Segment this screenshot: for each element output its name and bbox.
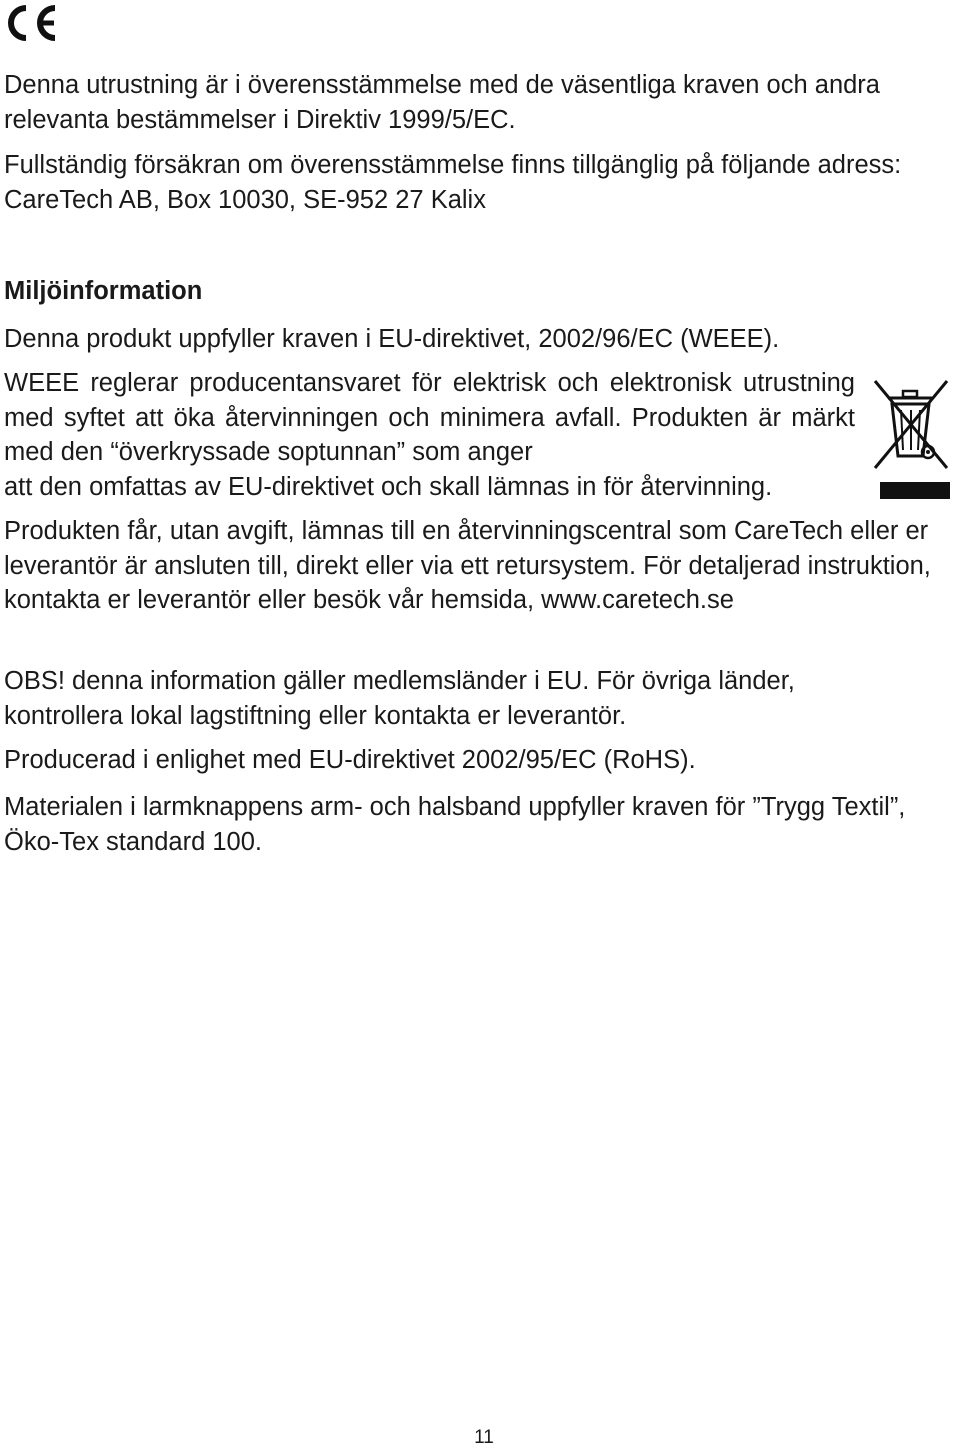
conformity-statement: Denna utrustning är i överensstämmelse med de väsentliga kraven och andra relevanta bestämmelser i Direktiv 1999/5/EC. [4,71,880,134]
page-number: 11 [474,1427,494,1448]
weee-explanation-last-line: att den omfattas av EU-direktivet och skall lämnas in för återvinning. [4,472,773,501]
environment-heading: Miljöinformation [4,277,203,305]
ce-mark-icon [4,2,60,44]
return-instructions: Produkten får, utan avgift, lämnas till en återvinningscentral som CareTech eller er leverantör är ansluten till, direkt eller via ett retursystem. För detaljerad instruktion, kontakta er leverantör eller besök vår hemsida, www.caretech.se [4,517,931,614]
crossed-out-wheelie-bin-icon [870,378,952,502]
declaration-address: Fullständig försäkran om överensstämmelse finns tillgänglig på följande adress: CareTech AB, Box 10030, SE-952 27 Kalix [4,151,902,214]
rohs-statement: Producerad i enlighet med EU-direktivet 2002/95/EC (RoHS). [4,746,696,774]
weee-explanation [4,366,855,504]
weee-directive-text: Denna produkt uppfyller kraven i EU-direktivet, 2002/96/EC (WEEE). [4,325,780,353]
obs-notice: OBS! denna information gäller medlemsländer i EU. För övriga länder, kontrollera lokal lagstiftning eller kontakta er leverantör. [4,667,795,730]
weee-explanation-main: WEEE reglerar producentansvaret för elektrisk och elektronisk utrustning med syftet att öka återvinningen och minimera avfall. Produkten är märkt med den “överkryssade soptunnan” som anger [4,369,855,466]
textile-statement: Materialen i larmknappens arm- och halsband uppfyller kraven för ”Trygg Textil”, Öko-Tex standard 100. [4,793,906,856]
